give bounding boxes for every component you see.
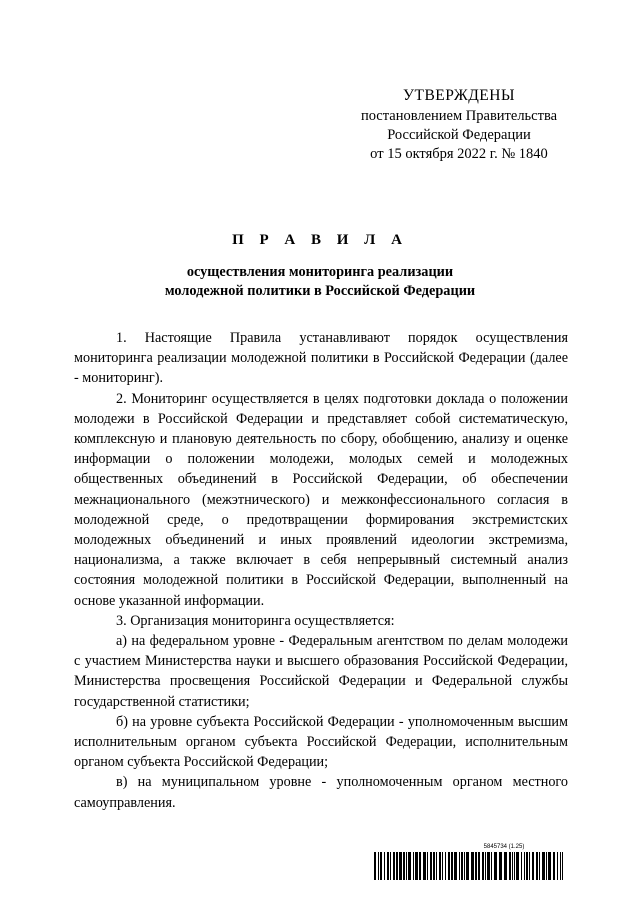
document-heading: П Р А В И Л А: [232, 232, 408, 248]
document-body: [74, 328, 568, 813]
title-block: [60, 232, 580, 301]
approval-stamp: УТВЕРЖДЕНЫ: [403, 87, 515, 104]
paragraph-3a: а) на федеральном уровне - Федеральным агентством по делам молодежи с участием Министерства науки и высшего образования Российской Федерации, Министерства просвещения Российской Федерации и Федеральной службы государственной статистики;: [74, 633, 568, 710]
approval-line-2: Российской Федерации: [387, 127, 531, 143]
document-subtitle-1: осуществления мониторинга реализации: [186, 264, 454, 280]
approval-block: [352, 86, 566, 164]
barcode-icon: [374, 852, 566, 880]
barcode-label: 5845734 (1.25): [483, 844, 525, 850]
paragraph-3c: в) на муниципальном уровне - уполномоченным органом местного самоуправления.: [74, 774, 568, 811]
approval-line-3: от 15 октября 2022 г. № 1840: [370, 146, 548, 162]
paragraph-3b: б) на уровне субъекта Российской Федерации - уполномоченным высшим исполнительным органом субъекта Российской Федерации, исполнительным органом субъекта Российской Федерации;: [74, 713, 568, 771]
approval-line-1: постановлением Правительства: [360, 108, 558, 124]
paragraph-1: 1. Настоящие Правила устанавливают порядок осуществления мониторинга реализации молодежной политики в Российской Федерации (далее - мониторинг).: [74, 330, 568, 387]
document-subtitle-2: молодежной политики в Российской Федерации: [164, 283, 476, 299]
paragraph-2: 2. Мониторинг осуществляется в целях подготовки доклада о положении молодежи в Российской Федерации и представляет собой систематическую, комплексную и плановую деятельность по сбору, обобщению, анализу и оценке информации о положении молодежи, молодых семей и молодежных общественных объединений в Российской Федерации, об обеспечении межнационального (межэтнического) и межконфессионального согласия в молодежной среде, о предотвращении формирования экстремистских молодежных объединений и иных проявлений идеологии экстремизма, национализма, а также включает в себя непрерывный системный анализ состояния молодежной политики в Российской Федерации, выполненный на основе указанной информации.: [74, 390, 568, 609]
paragraph-3: 3. Организация мониторинга осуществляется:: [116, 612, 395, 629]
